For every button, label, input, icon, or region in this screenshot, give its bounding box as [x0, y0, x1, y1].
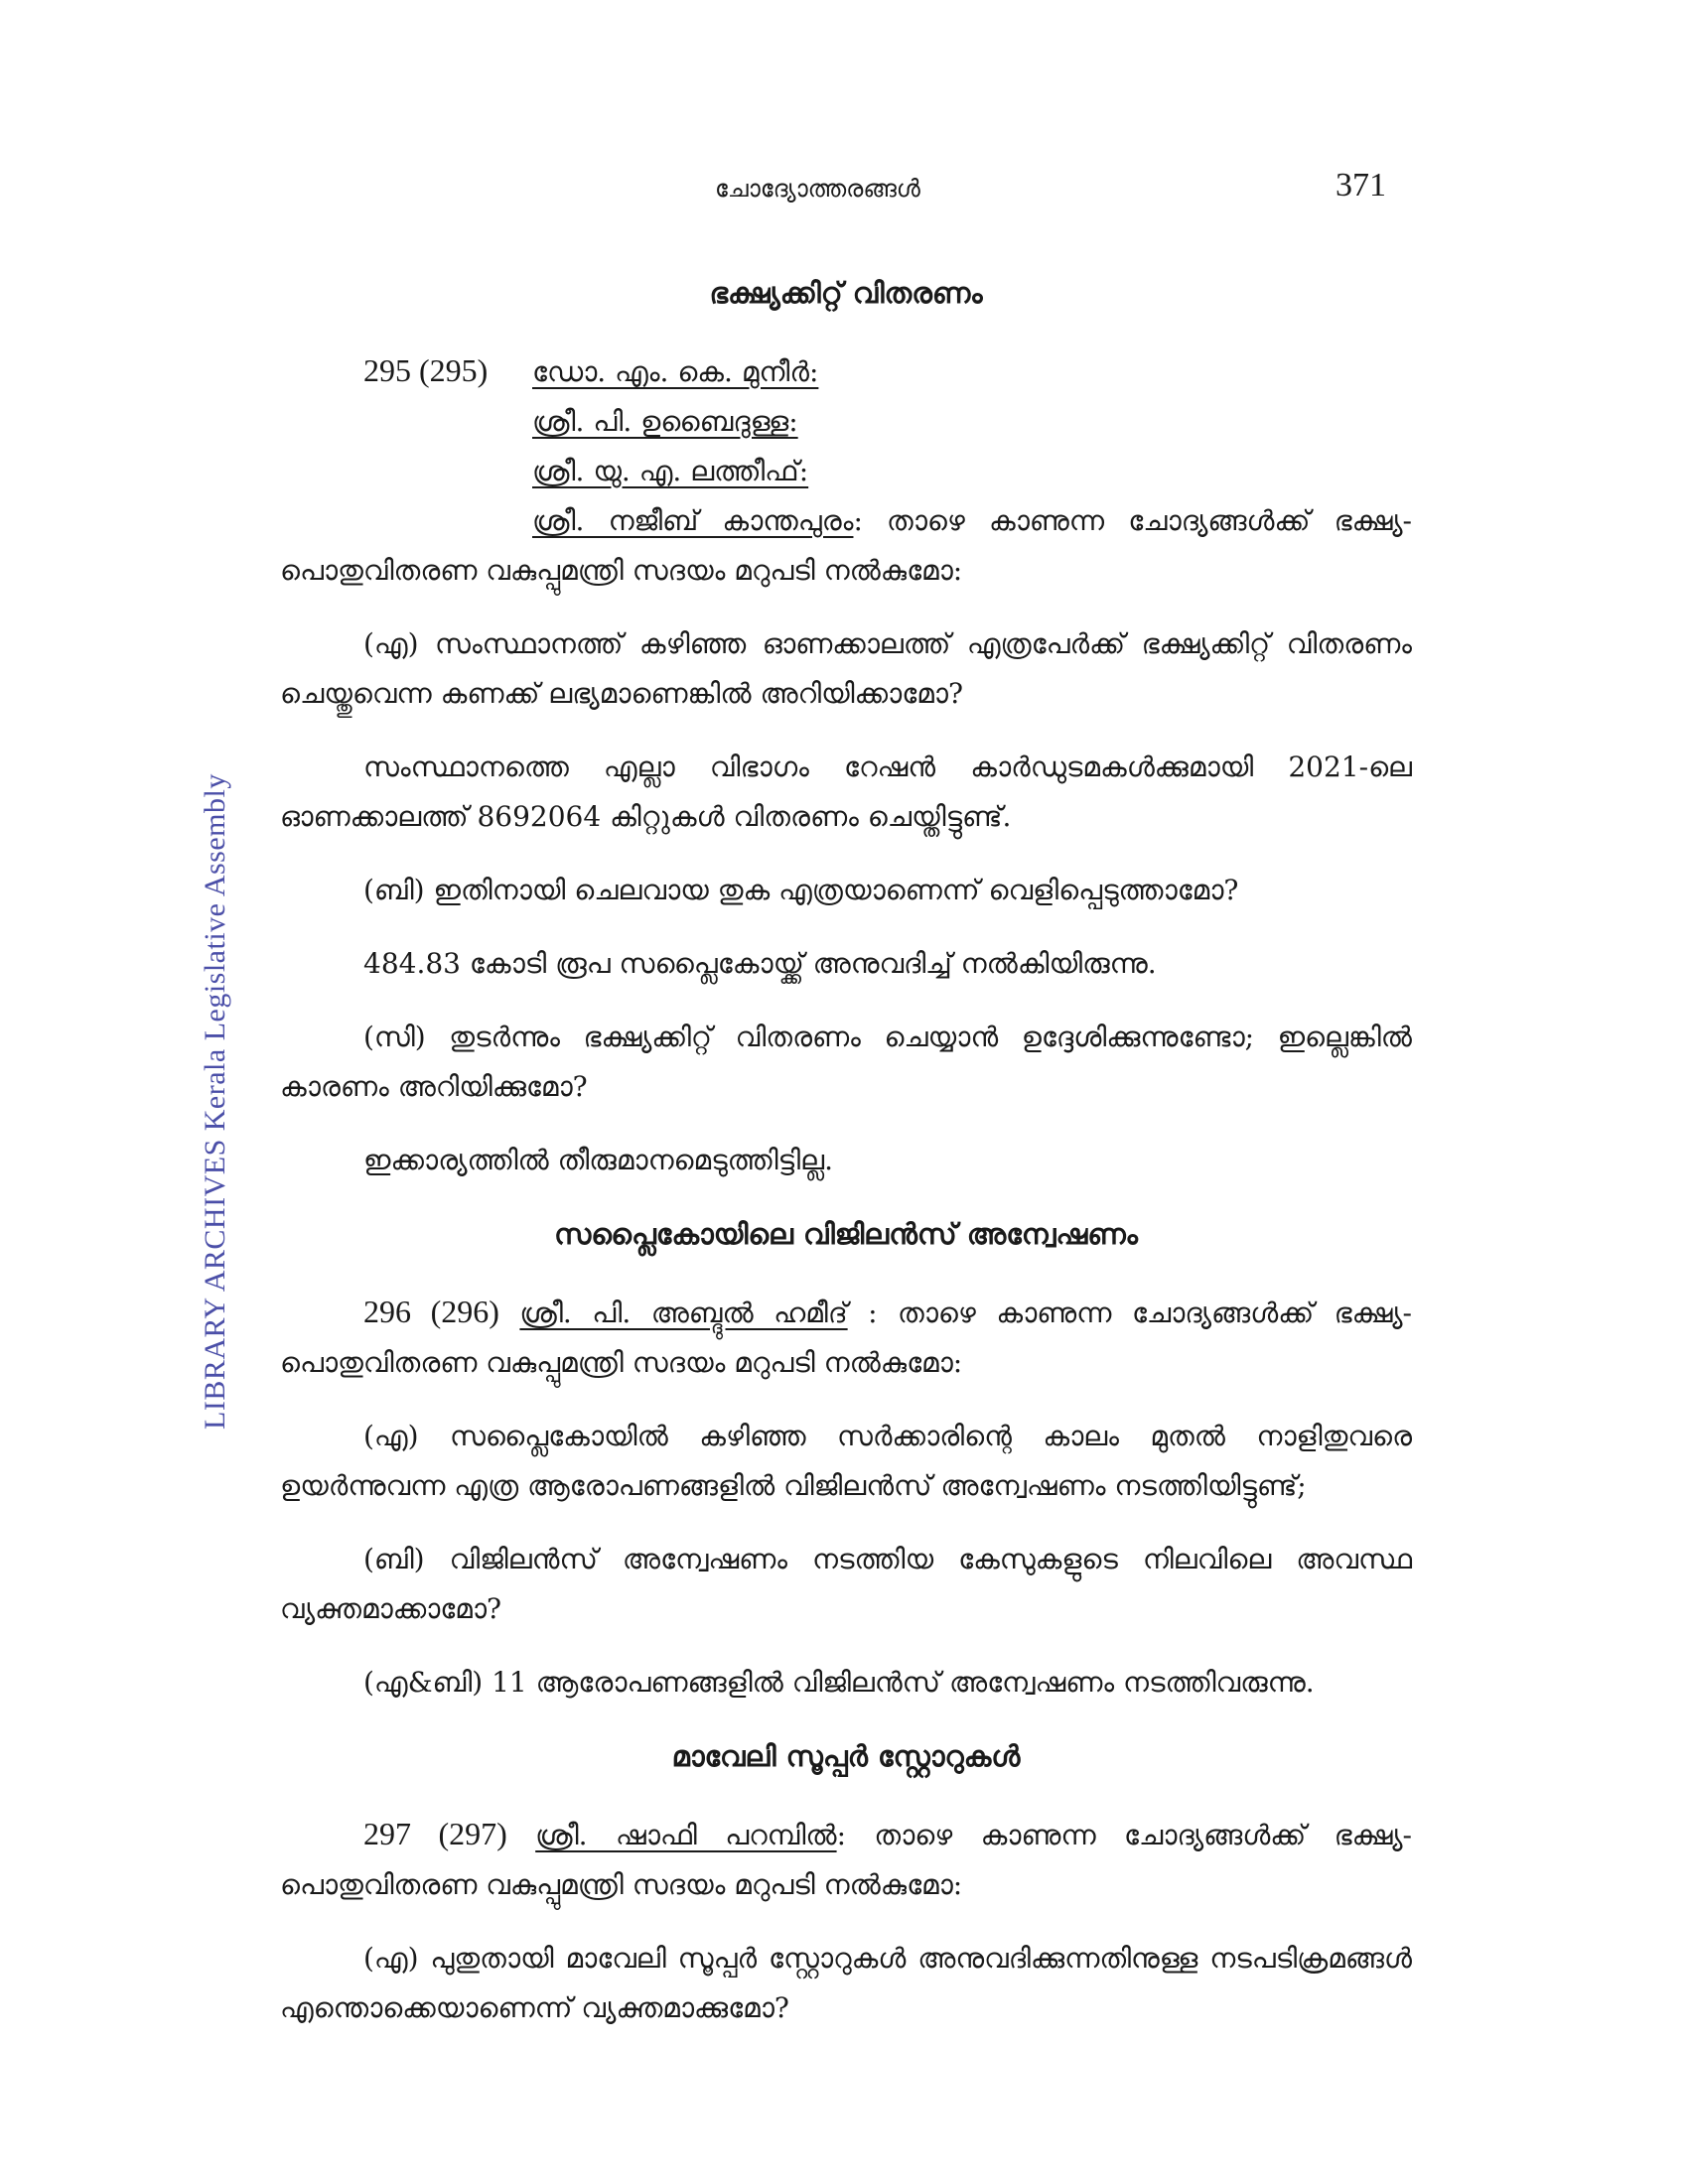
document-body [280, 268, 1412, 2057]
member-name: ശ്രീ. ഷാഫി പറമ്പിൽ [535, 1819, 837, 1851]
member-name: ശ്രീ. പി. ഉബൈദുള്ള: [532, 405, 798, 438]
question-intro-295: ശ്രീ. നജീബ് കാന്തപുരം: താഴെ കാണുന്ന ചോദ്യങ്ങൾക്ക് ഭക്ഷ്യ-പൊതുവിതരണ വകുപ്പുമന്ത്രി സദയം മറുപടി നൽകുമോ: [280, 504, 1412, 587]
answer-b: 484.83 കോടി രൂപ സപ്ലൈകോയ്ക്ക് അനുവദിച്ച് നൽകിയിരുന്നു. [363, 947, 1157, 980]
page-number: 371 [1336, 167, 1386, 204]
archive-side-stamp: LIBRARY ARCHIVES Kerala Legislative Assembly [199, 773, 231, 1430]
member-list-295 [363, 345, 1412, 496]
question-a: (എ) പുതുതായി മാവേലി സൂപ്പർ സ്റ്റോറുകൾ അനുവദിക്കുന്നതിനുള്ള നടപടിക്രമങ്ങൾ എന്തൊക്കെയാണെന്ന് വ്യക്തമാക്കുമോ? [280, 1942, 1412, 2024]
answer-a-b: (എ&ബി) 11 ആരോപണങ്ങളിൽ വിജിലൻസ് അന്വേഷണം നടത്തിവരുന്നു. [363, 1666, 1315, 1699]
section-heading-maveli-stores: മാവേലി സൂപ്പർ സ്റ്റോറുകൾ [671, 1739, 1021, 1773]
running-head-title: ചോദ്യോത്തരങ്ങൾ [715, 175, 920, 203]
question-a: (എ) സപ്ലൈകോയിൽ കഴിഞ്ഞ സർക്കാരിന്റെ കാലം മുതൽ നാളിതുവരെ ഉയർന്നുവന്ന എത്ര ആരോപണങ്ങളിൽ വിജിലൻസ് അന്വേഷണം നടത്തിയിട്ടുണ്ട്; [280, 1420, 1412, 1502]
question-number-295: 295 (295) [363, 352, 489, 388]
answer-c: ഇക്കാര്യത്തിൽ തീരുമാനമെടുത്തിട്ടില്ല. [363, 1144, 833, 1176]
member-name: ശ്രീ. യു. എ. ലത്തീഫ്: [532, 455, 809, 487]
question-b: (ബി) ഇതിനായി ചെലവായ തുക എത്രയാണെന്ന് വെളിപ്പെടുത്താമോ? [363, 874, 1239, 906]
member-name: ശ്രീ. നജീബ് കാന്തപുരം [532, 504, 854, 537]
question-intro-297: 297 (297) ശ്രീ. ഷാഫി പറമ്പിൽ: താഴെ കാണുന്ന ചോദ്യങ്ങൾക്ക് ഭക്ഷ്യ-പൊതുവിതരണ വകുപ്പുമന്ത്രി സദയം മറുപടി നൽകുമോ: [280, 1816, 1412, 1901]
question-a: (എ) സംസ്ഥാനത്ത് കഴിഞ്ഞ ഓണക്കാലത്ത് എത്രപേർക്ക് ഭക്ഷ്യക്കിറ്റ് വിതരണം ചെയ്തുവെന്ന കണക്ക് ലഭ്യമാണെങ്കിൽ അറിയിക്കാമോ? [280, 627, 1412, 710]
answer-a: സംസ്ഥാനത്തെ എല്ലാ വിഭാഗം റേഷൻ കാർഡുടമകൾക്കുമായി 2021-ലെ ഓണക്കാലത്ത് 8692064 കിറ്റുകൾ വിതരണം ചെയ്തിട്ടുണ്ട്. [280, 751, 1412, 833]
question-number-297: 297 (297) [363, 1816, 507, 1851]
question-number-296: 296 (296) [363, 1294, 499, 1329]
question-intro-296: 296 (296) ശ്രീ. പി. അബ്ദുൽ ഹമീദ് : താഴെ കാണുന്ന ചോദ്യങ്ങൾക്ക് ഭക്ഷ്യ-പൊതുവിതരണ വകുപ്പുമന്ത്രി സദയം മറുപടി നൽകുമോ: [280, 1294, 1413, 1379]
question-c: (സി) തുടർന്നും ഭക്ഷ്യക്കിറ്റ് വിതരണം ചെയ്യാൻ ഉദ്ദേശിക്കുന്നുണ്ടോ; ഇല്ലെങ്കിൽ കാരണം അറിയിക്കുമോ? [280, 1021, 1412, 1103]
question-b: (ബി) വിജിലൻസ് അന്വേഷണം നടത്തിയ കേസുകളുടെ നിലവിലെ അവസ്ഥ വ്യക്തമാക്കാമോ? [280, 1543, 1412, 1625]
member-name: ഡോ. എം. കെ. മുനീർ: [532, 355, 819, 388]
member-name: ശ്രീ. പി. അബ്ദുൽ ഹമീദ് [519, 1297, 848, 1329]
section-heading-vigilance: സപ്ലൈകോയിലെ വിജിലൻസ് അന്വേഷണം [554, 1217, 1138, 1251]
section-heading-food-kit: ഭക്ഷ്യക്കിറ്റ് വിതരണം [709, 276, 983, 310]
